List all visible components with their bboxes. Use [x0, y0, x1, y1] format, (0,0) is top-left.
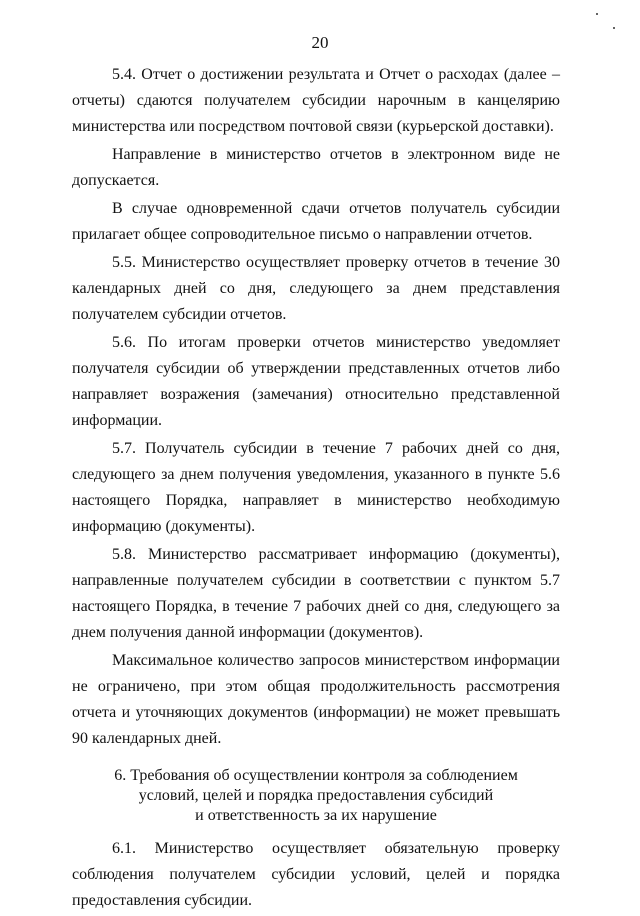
page-number: 20 [311, 33, 329, 52]
document-body [72, 62, 560, 916]
paragraph-5-6: 5.6. По итогам проверки отчетов министерство уведомляет получателя субсидии об утверждении представленных отчетов либо направляет возражения (замечания) относительно представленной информации. [72, 334, 560, 429]
paragraph-cover-letter: В случае одновременной сдачи отчетов получатель субсидии прилагает общее сопроводительное письмо о направлении отчетов. [72, 200, 560, 243]
paragraph-5-8: 5.8. Министерство рассматривает информацию (документы), направленные получателем субсидии в соответствии с пунктом 5.7 настоящего Порядка, в течение 7 рабочих дней со дня, следующего за днем получения данной информации (документов). [72, 546, 560, 641]
paragraph-5-4: 5.4. Отчет о достижении результата и Отчет о расходах (далее – отчеты) сдаются получателем субсидии нарочным в канцелярию министерства или посредством почтовой связи (курьерской доставки). [72, 66, 560, 135]
paragraph-electronic-submission: Направление в министерство отчетов в электронном виде не допускается. [72, 146, 560, 189]
paragraph-5-5: 5.5. Министерство осуществляет проверку отчетов в течение 30 календарных дней со дня, следующего за днем представления получателем субсидии отчетов. [72, 254, 560, 323]
section-heading-line: условий, целей и порядка предоставления субсидий [138, 787, 494, 804]
section-heading-line: и ответственность за их нарушение [195, 807, 437, 824]
paragraph-6-1: 6.1. Министерство осуществляет обязательную проверку соблюдения получателем субсидии условий, целей и порядка предоставления субсидии. [72, 840, 560, 909]
paragraph-max-requests: Максимальное количество запросов министерством информации не ограничено, при этом общая продолжительность рассмотрения отчета и уточняющих документов (информации) не может превышать 90 календарных дней. [72, 652, 560, 747]
scan-speck [596, 13, 598, 15]
section-heading-line: 6. Требования об осуществлении контроля за соблюдением [114, 767, 518, 784]
section-6-heading [72, 766, 560, 826]
paragraph-5-7: 5.7. Получатель субсидии в течение 7 рабочих дней со дня, следующего за днем получения уведомления, указанного в пункте 5.6 настоящего Порядка, направляет в министерство необходимую информацию (документы). [72, 440, 560, 535]
scan-speck [613, 27, 615, 29]
